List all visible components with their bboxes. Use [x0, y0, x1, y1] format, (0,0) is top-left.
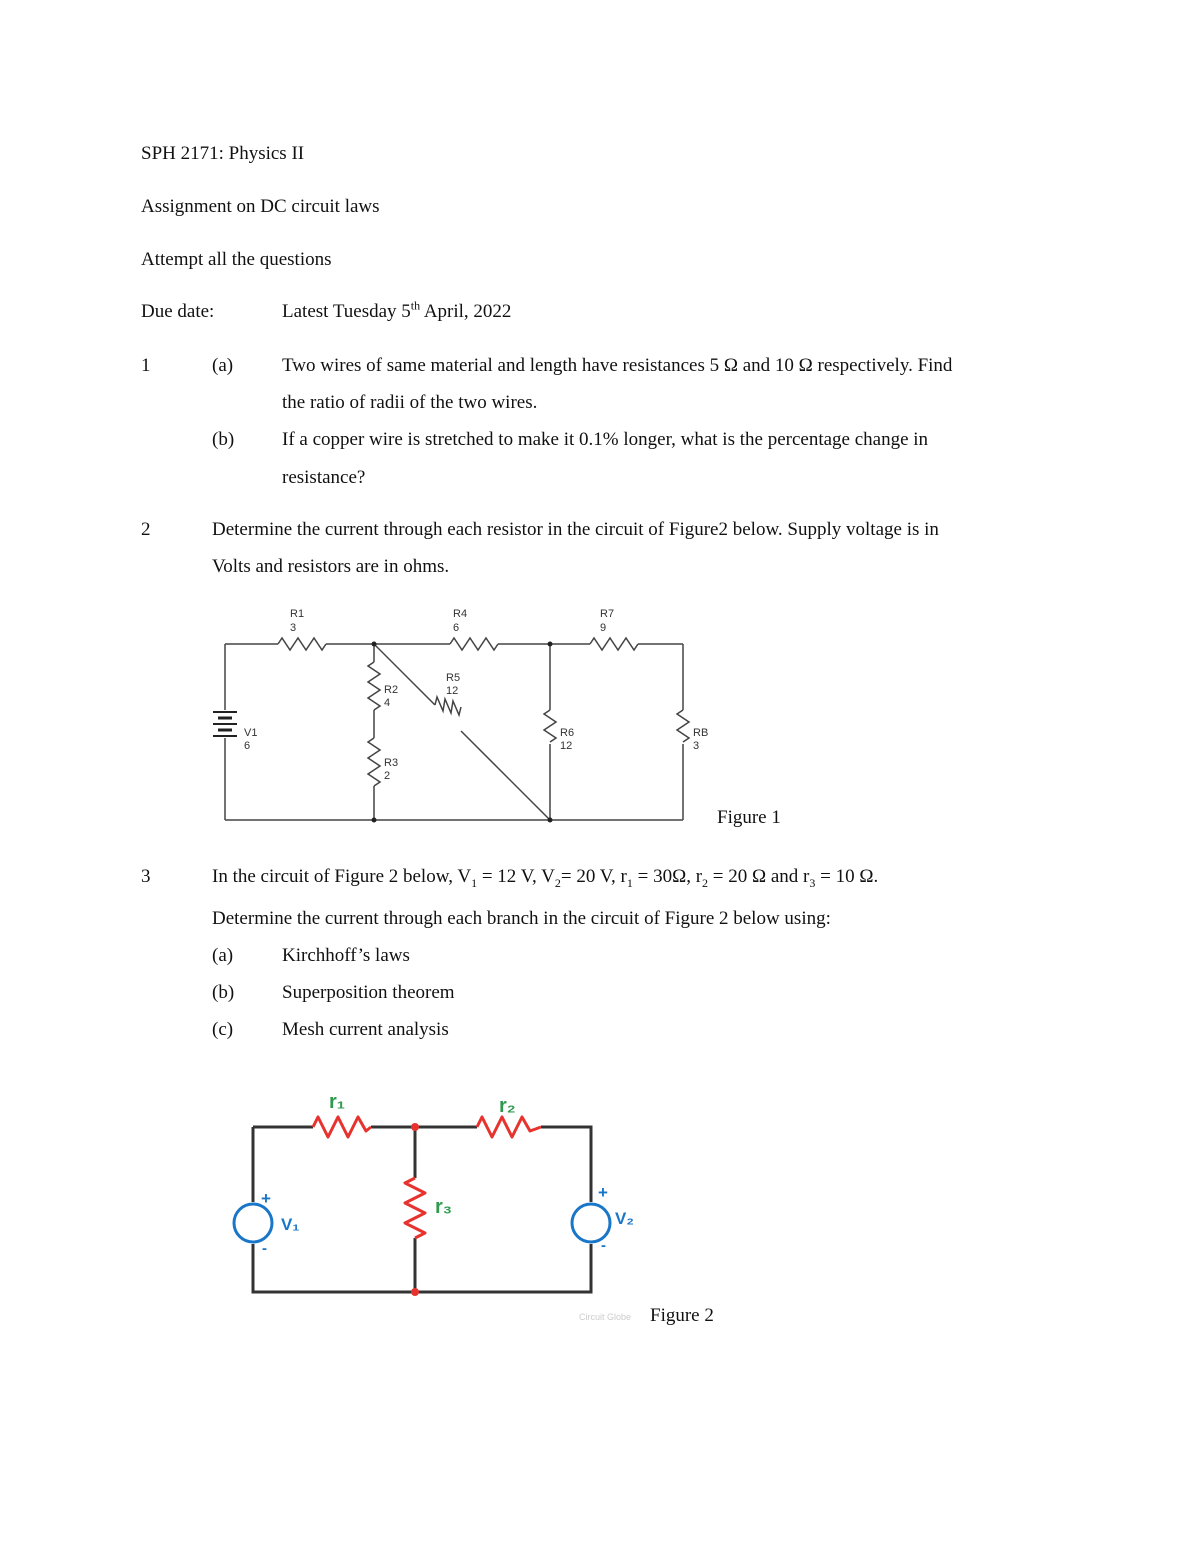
- figure1-caption: Figure 1: [717, 807, 781, 828]
- v1-minus: -: [262, 1240, 267, 1257]
- r3-name: R3: [384, 757, 399, 769]
- v2-minus: -: [601, 1237, 606, 1254]
- r4-value: 6: [453, 622, 460, 634]
- q1b-text-line2: resistance?: [282, 467, 366, 488]
- due-label: Due date:: [141, 301, 215, 322]
- r6-name: R6: [560, 727, 575, 739]
- q1a-text-line1: Two wires of same material and length have resistances 5 Ω and 10 Ω respectively. Find: [282, 355, 953, 376]
- q1a-text-line2: the ratio of radii of the two wires.: [282, 392, 538, 413]
- assignment-title: Assignment on DC circuit laws: [141, 196, 380, 217]
- q3c-label: (c): [212, 1019, 234, 1040]
- q2-text-line1: Determine the current through each resistor in the circuit of Figure2 below. Supply voltage is in: [212, 519, 939, 540]
- q3c-text: Mesh current analysis: [282, 1019, 449, 1040]
- r7-name: R7: [600, 608, 615, 620]
- figure2-watermark: Circuit Globe: [579, 1312, 632, 1322]
- v1-source-icon: [234, 1204, 272, 1242]
- v2-label: V₂: [615, 1209, 634, 1228]
- r2-resistor-icon: [477, 1117, 541, 1137]
- r7-value: 9: [600, 622, 607, 634]
- q2-number: 2: [141, 519, 151, 540]
- v2-plus: +: [598, 1183, 608, 1202]
- figure2-caption: Figure 2: [650, 1305, 714, 1326]
- q3-text-line2: Determine the current through each branch in the circuit of Figure 2 below using:: [212, 908, 831, 929]
- r1-resistor-icon: [313, 1117, 371, 1137]
- r5-name: R5: [446, 672, 461, 684]
- r4-name: R4: [453, 608, 468, 620]
- r2-value: 4: [384, 697, 391, 709]
- figure2-circuit: [225, 1080, 645, 1330]
- q3b-text: Superposition theorem: [282, 982, 455, 1003]
- r1-value: 3: [290, 622, 297, 634]
- r6-value: 12: [560, 740, 573, 752]
- r8-name: RB: [693, 727, 709, 739]
- q2-text-line2: Volts and resistors are in ohms.: [212, 556, 450, 577]
- q3-text-line1: In the circuit of Figure 2 below, $V_1 = 12$ V, $V_2= 20$ V, $r_1 = 30\Omega$, $r_2 = 20$ Ω and $r_3 = 10$ Ω.: [212, 866, 879, 890]
- v1-label: V₁: [281, 1215, 300, 1234]
- figure1-circuit: [200, 600, 720, 840]
- r8-value: 3: [693, 740, 700, 752]
- q3a-label: (a): [212, 945, 234, 966]
- r2-label: r₂: [499, 1095, 516, 1117]
- instruction: Attempt all the questions: [141, 249, 332, 270]
- r3-label: r₃: [435, 1196, 453, 1218]
- r5-value: 12: [446, 685, 459, 697]
- r1-name: R1: [290, 608, 305, 620]
- course-title: SPH 2171: Physics II: [141, 143, 305, 164]
- q3a-text: Kirchhoff’s laws: [282, 945, 410, 966]
- v1-plus: +: [261, 1189, 271, 1208]
- r2-name: R2: [384, 684, 399, 696]
- q3-number: 3: [141, 866, 151, 887]
- q1b-text-line1: If a copper wire is stretched to make it 0.1% longer, what is the percentage change in: [282, 429, 929, 450]
- v1-value: 6: [244, 740, 251, 752]
- r3-resistor-icon: [405, 1178, 425, 1238]
- r3-value: 2: [384, 770, 391, 782]
- q1-number: 1: [141, 355, 151, 376]
- q3b-label: (b): [212, 982, 235, 1003]
- v1-name: V1: [244, 727, 258, 739]
- r1-label: r₁: [329, 1091, 346, 1113]
- q1b-label: (b): [212, 429, 235, 450]
- q1a-label: (a): [212, 355, 234, 376]
- due-value: Latest Tuesday 5th April, 2022: [282, 298, 512, 322]
